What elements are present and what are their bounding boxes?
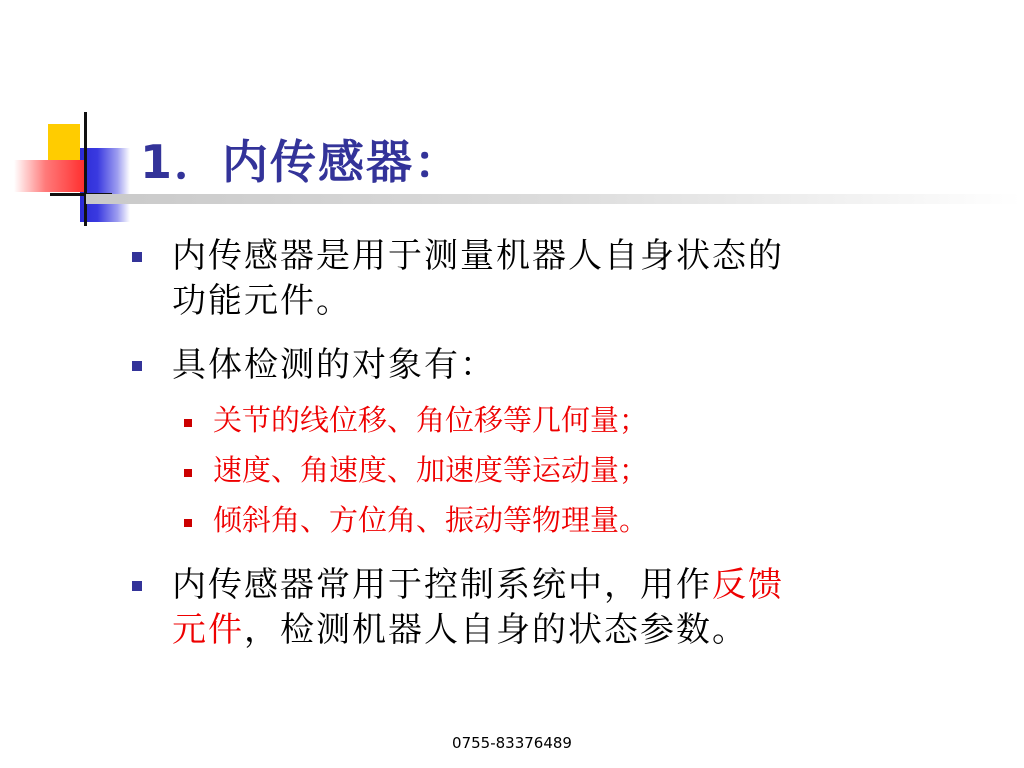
bullet-1-line-1: 内传感器是用于测量机器人自身状态的 <box>172 236 784 276</box>
small-square-bullet-icon <box>184 469 192 477</box>
sub-item-1: 关节的线位移、角位移等几何量； <box>213 403 649 437</box>
bullet-3-line-2 <box>172 608 784 653</box>
small-square-bullet-icon <box>184 519 192 527</box>
square-bullet-icon <box>132 361 142 371</box>
bullet-3-text-after: ，检测机器人自身的状态参数。 <box>244 610 748 650</box>
footer-phone: 0755-83376489 <box>452 734 572 752</box>
logo-blue-block <box>80 148 130 222</box>
square-bullet-icon <box>132 252 142 262</box>
bullet-3-line-1 <box>172 563 784 608</box>
logo-vertical-line <box>84 112 87 226</box>
sub-item-2: 速度、角速度、加速度等运动量； <box>213 453 649 487</box>
bullet-text-1 <box>172 234 784 324</box>
title-underline <box>86 194 1021 204</box>
bullet-text-2 <box>172 343 496 388</box>
slide-title: 1．内传感器： <box>140 135 463 189</box>
sub-item-3: 倾斜角、方位角、振动等物理量。 <box>213 503 649 537</box>
logo-red-block <box>14 160 84 192</box>
bullet-2-line-1: 具体检测的对象有： <box>172 345 496 385</box>
small-square-bullet-icon <box>184 419 192 427</box>
bullet-1-line-2: 功能元件。 <box>172 281 352 321</box>
bullet-3-highlight-feedback: 反馈 <box>712 565 784 605</box>
square-bullet-icon <box>132 581 142 591</box>
bullet-3-highlight-element: 元件 <box>172 610 244 650</box>
bullet-3-text-before: 内传感器常用于控制系统中，用作 <box>172 565 712 605</box>
bullet-text-3 <box>172 563 784 653</box>
